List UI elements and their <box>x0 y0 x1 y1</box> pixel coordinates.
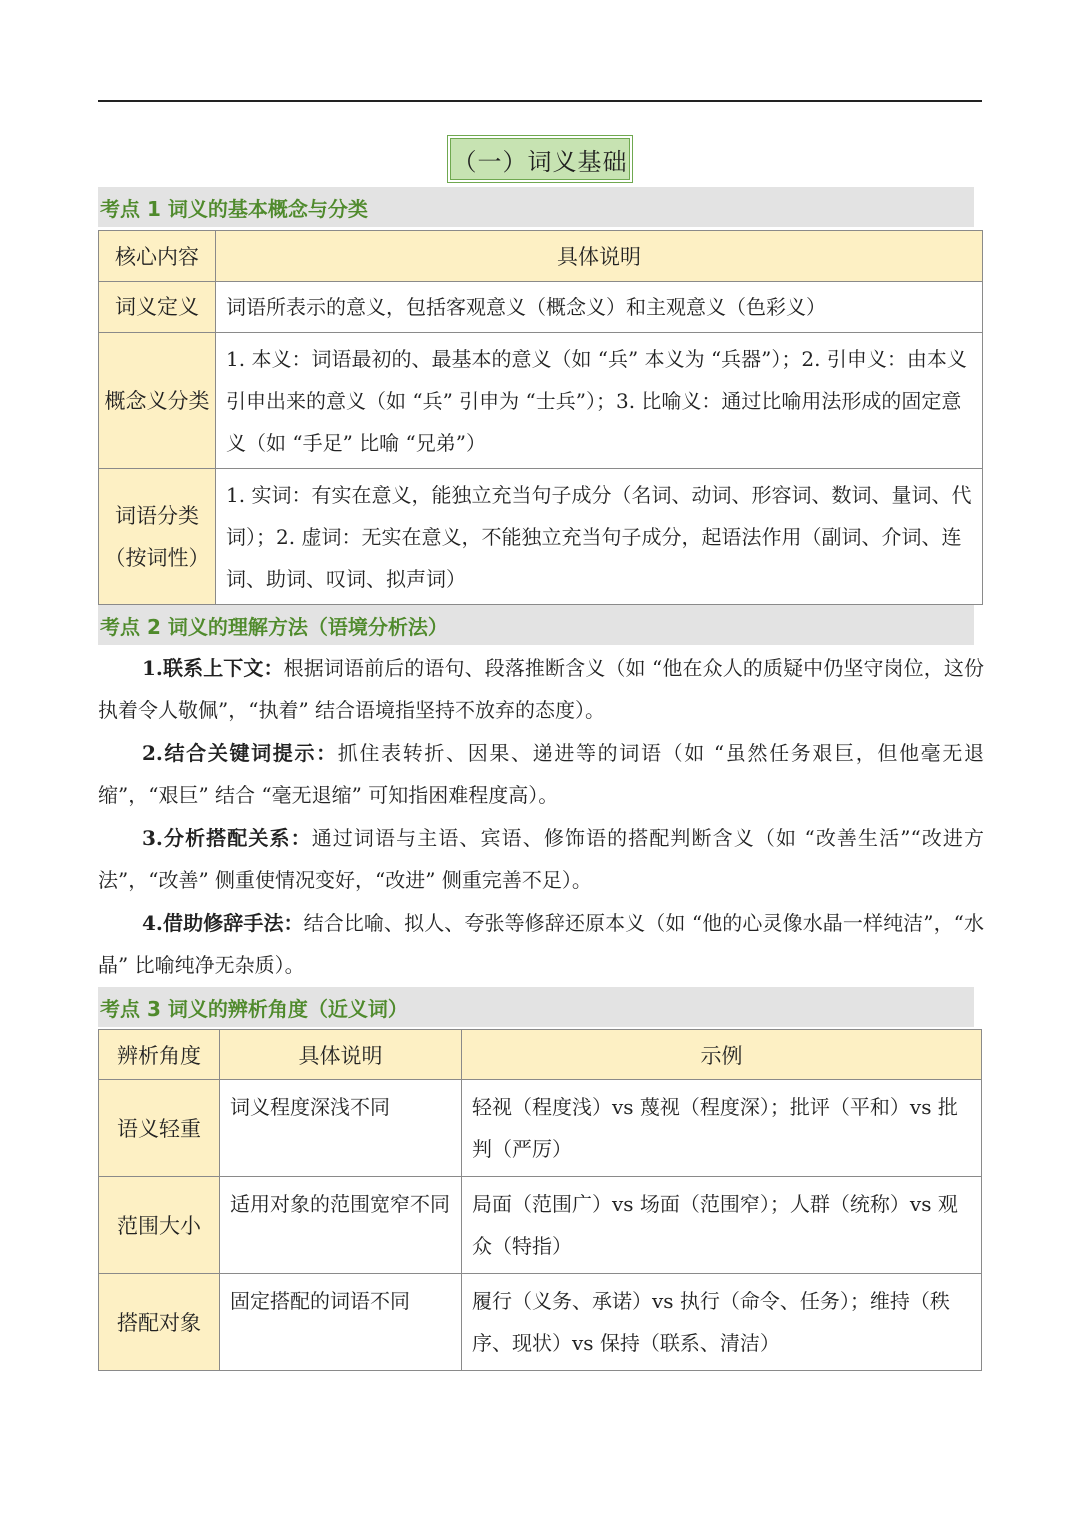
section-title-text: （一）词义基础 <box>450 138 630 180</box>
row-example: 履行（义务、承诺）vs 执行（命令、任务）；维持（秩序、现状）vs 保持（联系、清洁） <box>462 1274 982 1371</box>
table-row <box>99 333 983 469</box>
method-body: 通过词语与主语、宾语、修饰语的搭配判断含义（如 “改善生活”“改进方法”，“改善” 侧重使情况变好，“改进” 侧重完善不足）。 <box>98 826 984 892</box>
method-body: 抓住表转折、因果、递进等的词语（如 “虽然任务艰巨，但他毫无退缩”，“艰巨” 结合 “毫无退缩” 可知指困难程度高）。 <box>98 741 984 807</box>
row-label: 搭配对象 <box>99 1274 220 1371</box>
method-paragraph <box>98 732 984 816</box>
table-header-cell: 具体说明 <box>220 1030 462 1080</box>
row-desc: 固定搭配的词语不同 <box>220 1274 462 1371</box>
row-text: 词语所表示的意义，包括客观意义（概念义）和主观意义（色彩义） <box>216 282 983 333</box>
row-desc: 词义程度深浅不同 <box>220 1080 462 1177</box>
section-title <box>447 135 633 183</box>
row-example: 局面（范围广）vs 场面（范围窄）；人群（统称）vs 观众（特指） <box>462 1177 982 1274</box>
table-row <box>99 1274 982 1371</box>
row-label: 词义定义 <box>99 282 216 333</box>
concept-table <box>98 230 983 605</box>
method-body: 根据词语前后的语句、段落推断含义（如 “他在众人的质疑中仍坚守岗位，这份执着令人敬佩”，“执着” 结合语境指坚持不放弃的态度）。 <box>98 656 984 722</box>
method-paragraph <box>98 902 984 986</box>
row-desc: 适用对象的范围宽窄不同 <box>220 1177 462 1274</box>
method-heading: 4.借助修辞手法： <box>142 911 304 935</box>
table-header-cell: 辨析角度 <box>99 1030 220 1080</box>
row-label: 词语分类（按词性） <box>99 469 216 605</box>
table-header-cell: 示例 <box>462 1030 982 1080</box>
table-row <box>99 1080 982 1177</box>
row-text: 1. 实词：有实在意义，能独立充当句子成分（名词、动词、形容词、数词、量词、代词）；2. 虚词：无实在意义，不能独立充当句子成分，起语法作用（副词、介词、连词、助词、叹词、拟声词） <box>216 469 983 605</box>
table-header-cell: 核心内容 <box>99 231 216 282</box>
topic-3-title: 考点 3 词义的辨析角度（近义词） <box>98 987 974 1027</box>
distinction-table <box>98 1029 982 1371</box>
method-heading: 2.结合关键词提示： <box>142 741 338 765</box>
row-label: 概念义分类 <box>99 333 216 469</box>
table-header-row <box>99 1030 982 1080</box>
table-row <box>99 469 983 605</box>
row-label: 范围大小 <box>99 1177 220 1274</box>
top-rule <box>98 100 982 102</box>
table-row <box>99 1177 982 1274</box>
method-paragraph <box>98 817 984 901</box>
table-header-row <box>99 231 983 282</box>
method-heading: 3.分析搭配关系： <box>142 826 312 850</box>
row-text: 1. 本义：词语最初的、最基本的意义（如 “兵” 本义为 “兵器”）；2. 引申义：由本义引申出来的意义（如 “兵” 引申为 “士兵”）；3. 比喻义：通过比喻用法形成的固定意义（如 “手足” 比喻 “兄弟”） <box>216 333 983 469</box>
topic-2-title: 考点 2 词义的理解方法（语境分析法） <box>98 605 974 645</box>
topic-1-title: 考点 1 词义的基本概念与分类 <box>98 187 974 227</box>
method-heading: 1.联系上下文： <box>142 656 284 680</box>
table-row <box>99 282 983 333</box>
table-header-cell: 具体说明 <box>216 231 983 282</box>
method-paragraph <box>98 647 984 731</box>
row-example: 轻视（程度浅）vs 蔑视（程度深）；批评（平和）vs 批判（严厉） <box>462 1080 982 1177</box>
method-body: 结合比喻、拟人、夸张等修辞还原本义（如 “他的心灵像水晶一样纯洁”，“水晶” 比喻纯净无杂质）。 <box>98 911 984 977</box>
row-label: 语义轻重 <box>99 1080 220 1177</box>
